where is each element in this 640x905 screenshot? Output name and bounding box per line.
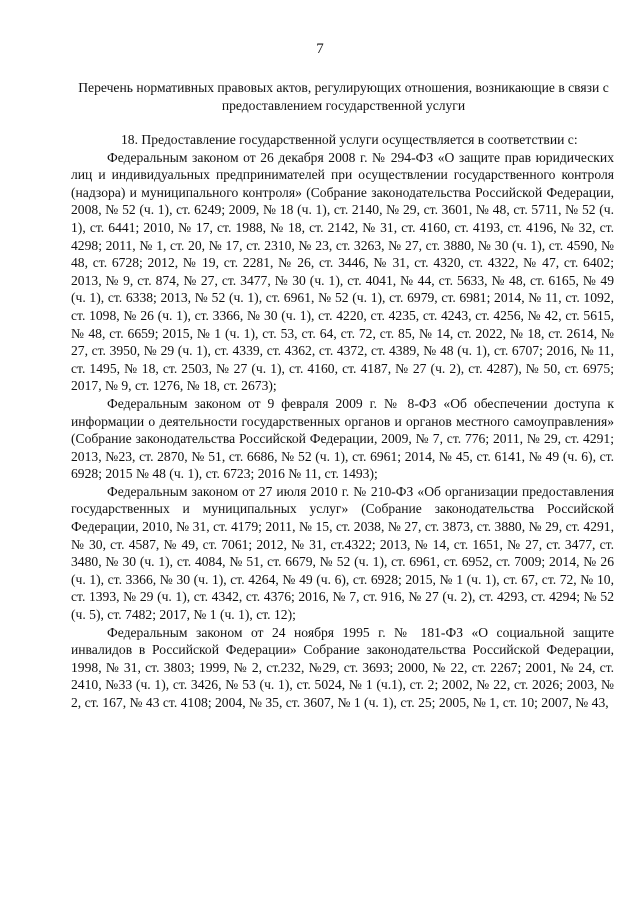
- section-title: Перечень нормативных правовых актов, регулирующих отношения, возникающие в связи с предоставлением государственной услуги: [78, 80, 609, 113]
- document-body: [71, 131, 614, 712]
- law-paragraph-181fz: Федеральным законом от 24 ноября 1995 г. № 181-ФЗ «О социальной защите инвалидов в Российской Федерации» Собрание законодательства Российской Федерации, 1998, № 31, ст. 3803; 1999, № 2, ст.232, №29, ст. 3693; 2000, № 22, ст. 2267; 2001, № 24, ст. 2410, №33 (ч. 1), ст. 3426, № 53 (ч. 1), ст. 5024, № 1 (ч.1), ст. 2; 2002, № 22, ст. 2026; 2003, № 2, ст. 167, № 43 ст. 4108; 2004, № 35, ст. 3607, № 1 (ч. 1), ст. 25; 2005, № 1, ст. 10; 2007, № 43,: [71, 624, 614, 710]
- intro-paragraph: 18. Предоставление государственной услуги осуществляется в соответствии с:: [121, 132, 578, 147]
- law-paragraph-294fz: Федеральным законом от 26 декабря 2008 г. № 294-ФЗ «О защите прав юридических лиц и индивидуальных предпринимателей при осуществлении государственного контроля (надзора) и муниципального контроля» (Собрание законодательства Российской Федерации, 2008, № 52 (ч. 1), ст. 6249; 2009, № 18 (ч. 1), ст. 2140, № 29, ст. 3601, № 48, ст. 5711, № 52 (ч. 1), ст. 6441; 2010, № 17, ст. 1988, № 18, ст. 2142, № 31, ст. 4160, ст. 4193, ст. 4196, № 32, ст. 4298; 2011, № 1, ст. 20, № 17, ст. 2310, № 23, ст. 3263, № 27, ст. 3880, № 30 (ч. 1), ст. 4590, № 48, ст. 6728; 2012, № 19, ст. 2281, № 26, ст. 3446, № 31, ст. 4320, ст. 4322, № 47, ст. 6402; 2013, № 9, ст. 874, № 27, ст. 3477, № 30 (ч. 1), ст. 4041, № 44, ст. 5633, № 48, ст. 6165, № 49 (ч. 1), ст. 6338; 2013, № 52 (ч. 1), ст. 6961, № 52 (ч. 1), ст. 6979, ст. 6981; 2014, № 11, ст. 1092, ст. 1098, № 26 (ч. 1), ст. 3366, № 30 (ч. 1), ст. 4220, ст. 4235, ст. 4243, ст. 4256, № 42, ст. 5615, № 48, ст. 6659; 2015, № 1 (ч. 1), ст. 53, ст. 64, ст. 72, ст. 85, № 14, ст. 2022, № 18, ст. 2614, № 27, ст. 3950, № 29 (ч. 1), ст. 4339, ст. 4362, ст. 4372, ст. 4389, № 48 (ч. 1), ст. 6707; 2016, № 11, ст. 1495, № 18, ст. 2503, № 27 (ч. 1), ст. 4160, ст. 4187, № 27 (ч. 2), ст. 4287), № 50, ст. 6975; 2017, № 9, ст. 1276, № 18, ст. 2673);: [71, 149, 614, 394]
- law-paragraph-8fz: Федеральным законом от 9 февраля 2009 г. № 8-ФЗ «Об обеспечении доступа к информации о деятельности государственных органов и органов местного самоуправления» (Собрание законодательства Российской Федерации, 2009, № 7, ст. 776; 2011, № 29, ст. 4291; 2013, №23, ст. 2870, № 51, ст. 6686, № 52 (ч. 1), ст. 6961; 2014, № 45, ст. 6141, № 49 (ч. 6), ст. 6928; 2015 № 48 (ч. 1), ст. 6723; 2016 № 11, ст. 1493);: [71, 395, 614, 482]
- page-number: 7: [316, 41, 324, 57]
- law-paragraph-210fz: Федеральным законом от 27 июля 2010 г. № 210-ФЗ «Об организации предоставления государственных и муниципальных услуг» (Собрание законодательства Российской Федерации, 2010, № 31, ст. 4179; 2011, № 15, ст. 2038, № 27, ст. 3873, ст. 3880, № 29, ст. 4291, № 30, ст. 4587, № 49, ст. 7061; 2012, № 31, ст.4322; 2013, № 14, ст. 1651, № 27, ст. 3477, ст. 3480, № 30 (ч. 1), ст. 4084, № 51, ст. 6679, № 52 (ч. 1), ст. 6961, ст. 6952, ст. 7009; 2014, № 26 (ч. 1), ст. 3366, № 30 (ч. 1), ст. 4264, № 49 (ч. 6), ст. 6928; 2015, № 1 (ч. 1), ст. 67, ст. 72, № 10, ст. 1393, № 29 (ч. 1), ст. 4342, ст. 4376; 2016, № 7, ст. 916, № 27 (ч. 2), ст. 4293, ст. 4294; № 52 (ч. 5), ст. 7482; 2017, № 1 (ч. 1), ст. 12);: [71, 483, 614, 623]
